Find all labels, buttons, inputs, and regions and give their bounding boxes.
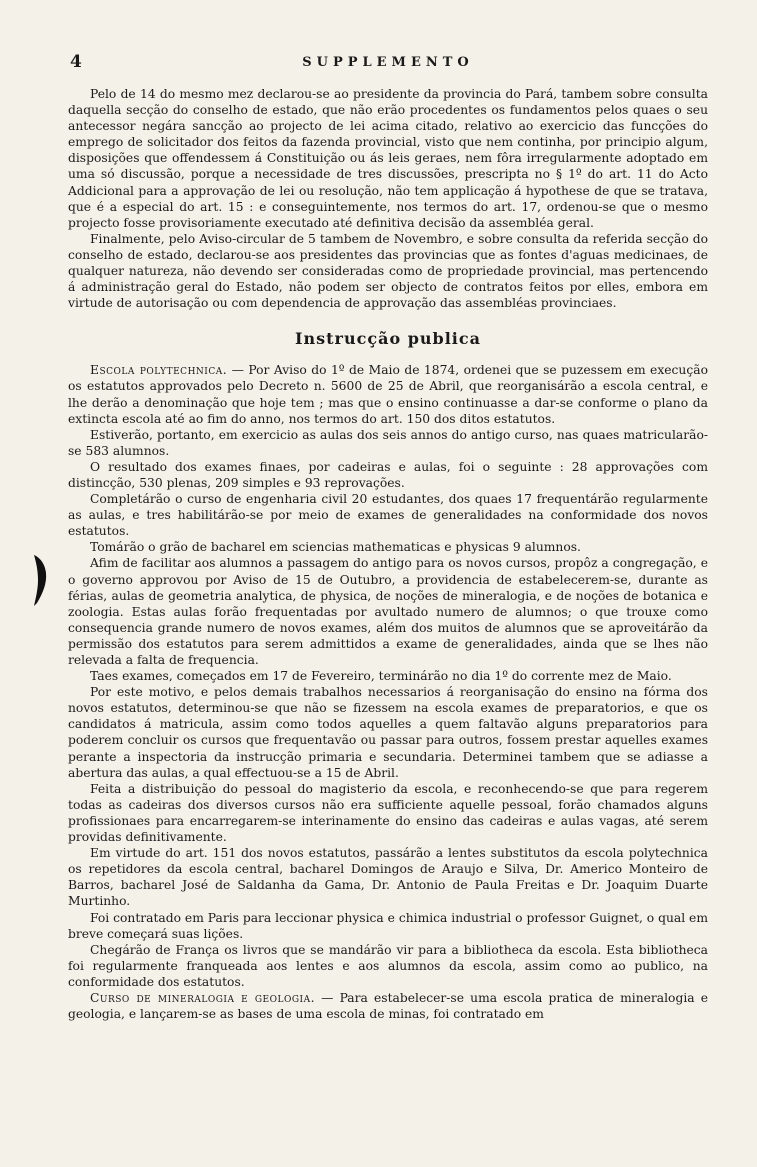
paragraph-text: — Para estabelecer-se uma escola pratica de mineralogia e geologia, e lançarem-se as bases de uma escola de minas, foi contratado em xyxy=(68,990,709,1022)
body-paragraph: Foi contratado em Paris para leccionar physica e chimica industrial o professor Guignet, o qual em breve começará suas lições. xyxy=(68,910,708,941)
body-paragraph: Feita a distribuição do pessoal do magisterio da escola, e reconhecendo-se que para regerem todas as cadeiras dos diversos cursos não era sufficiente aquelle pessoal, forão chamados alguns profissionaes para encarregarem-se interinamente do ensino das cadeiras e aulas vagas, até serem providas definitivamente. xyxy=(68,781,708,845)
document-page xyxy=(68,52,708,1022)
page-header xyxy=(68,52,708,74)
body-paragraph: O resultado dos exames finaes, por cadeiras e aulas, foi o seguinte : 28 approvações com distincção, 530 plenas, 209 simples e 93 reprovações. xyxy=(68,459,708,490)
body-paragraph: Tomárão o grão de bacharel em sciencias mathematicas e physicas 9 alumnos. xyxy=(90,540,581,555)
page-number: 4 xyxy=(70,52,82,72)
scan-margin-mark xyxy=(33,553,47,607)
body-paragraph: Pelo de 14 do mesmo mez declarou-se ao presidente da provincia do Pará, tambem sobre consulta daquella secção do conselho de estado, que não erão procedentes os fundamentos pelos quaes o seu antecessor negára sancção ao projecto de lei acima citado, relativo ao exercicio das funcções do emprego de solicitador dos feitos da fazenda provincial, visto que nem continha, por principio algum, disposições que offendessem á Constituição ou ás leis geraes, nem fôra irregularmente adoptado em uma só discussão, porque a necessidade de tres discussões, prescripta no § 1º do art. 11 do Acto Addicional para a approvação de lei ou resolução, não tem applicação á hypothese de que se tratava, que é a especial do art. 15 : e conseguintemente, nos termos do art. 17, ordenou-se que o mesmo projecto fosse provisoriamente executado até definitiva decisão da assembléa geral. xyxy=(68,87,708,230)
body-paragraph: Chegárão de França os livros que se mandárão vir para a bibliotheca da escola. Esta bibliotheca foi regularmente franqueada aos lentes e aos alumnos da escola, assim como ao publico, na conformidade dos estatutos. xyxy=(68,942,708,989)
running-head: SUPPLEMENTO xyxy=(302,55,474,70)
section-heading: Instrucção publica xyxy=(295,329,481,349)
body-paragraph: Estiverão, portanto, em exercicio as aulas dos seis annos do antigo curso, nas quaes matricularão-se 583 alumnos. xyxy=(68,427,708,458)
body-paragraph: Por este motivo, e pelos demais trabalhos necessarios á reorganisação do ensino na fórma dos novos estatutos, determinou-se que não se fizessem na escola exames de preparatorios, e que os candidatos á matricula, assim como todos aquelles a quem faltavão alguns preparatorios para poderem concluir os cursos que frequentavão ou passar para outros, fossem prestar aquelles exames perante a inspectoria da instrucção primaria e secundaria. Determinei tambem que se adiasse a abertura das aulas, a qual effectuou-se a 15 de Abril. xyxy=(68,685,708,780)
body-paragraph: Finalmente, pelo Aviso-circular de 5 tambem de Novembro, e sobre consulta da referida secção do conselho de estado, declarou-se aos presidentes das provincias que as fontes d'aguas medicinaes, de qualquer natureza, não devendo ser consideradas como de propriedade provincial, mas pertencendo á administração geral do Estado, não podem ser objecto de contratos feitos por elles, embora em virtude de autorisação ou com dependencia de approvação das assembléas provinciaes. xyxy=(68,231,708,311)
paragraph-text: — Por Aviso do 1º de Maio de 1874, ordenei que se puzessem em execução os estatutos approvados pelo Decreto n. 5600 de 25 de Abril, que reorganisárão a escola central, e lhe derão a denominação que hoje tem ; mas que o ensino continuasse a dar-se conforme o plano da extincta escola até ao fim do anno, nos termos do art. 150 dos ditos estatutos. xyxy=(68,363,708,426)
body-paragraph: Taes exames, começados em 17 de Fevereiro, terminárão no dia 1º do corrente mez de Maio. xyxy=(90,669,672,684)
subsection-label: Curso de mineralogia e geologia. xyxy=(90,990,315,1005)
subsection-label: Escola polytechnica. xyxy=(90,363,228,378)
body-paragraph: Afim de facilitar aos alumnos a passagem do antigo para os novos cursos, propôz a congregação, e o governo approvou por Aviso de 15 de Outubro, a providencia de estabelecerem-se, durante as férias, aulas de geometria analytica, de physica, de noções de mineralogia, e de noções de botanica e zoologia. Estas aulas forão frequentadas por avultado numero de alumnos; o que trouxe como consequencia grande numero de novos exames, além dos muitos de alumnos que se aproveitárão da permissão dos estatutos para serem admittidos a exame de generalidades, ainda que se lhes não relevada a falta de frequencia. xyxy=(68,556,708,667)
body-paragraph xyxy=(68,990,708,1022)
body-paragraph xyxy=(68,362,708,426)
body-paragraph: Completárão o curso de engenharia civil 20 estudantes, dos quaes 17 frequentárão regularmente as aulas, e tres habilitárão-se por meio de exames de generalidades na conformidade dos novos estatutos. xyxy=(68,492,708,539)
body-paragraph: Em virtude do art. 151 dos novos estatutos, passárão a lentes substitutos da escola polytechnica os repetidores da escola central, bacharel Domingos de Araujo e Silva, Dr. Americo Monteiro de Barros, bacharel José de Saldanha da Gama, Dr. Antonio de Paula Freitas e Dr. Joaquim Duarte Murtinho. xyxy=(68,846,708,909)
